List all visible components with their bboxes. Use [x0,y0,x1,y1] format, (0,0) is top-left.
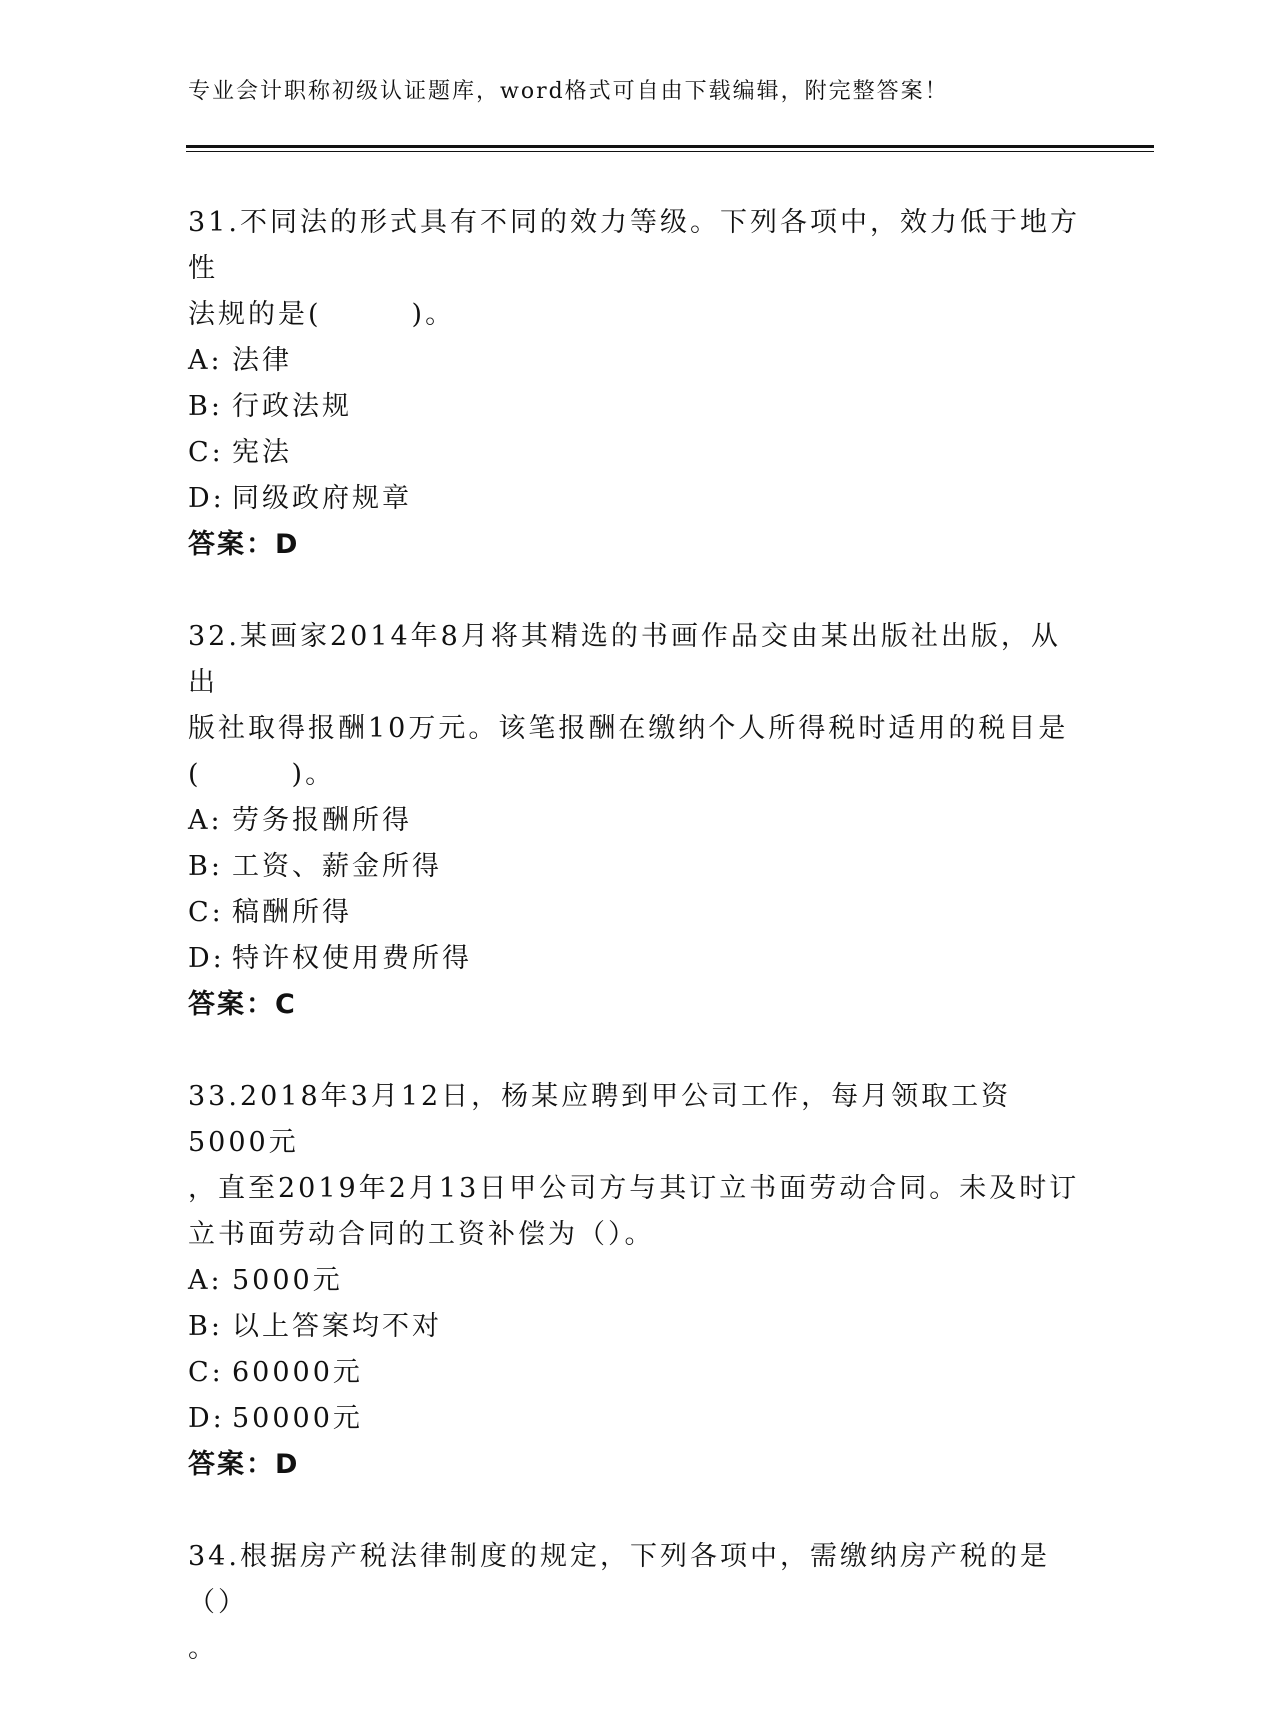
question-34 [188,1534,1088,1672]
option-letter: D: [188,483,225,514]
option-text: 以上答案均不对 [232,1311,442,1342]
question-31 [188,200,1088,568]
option-letter: D: [188,1403,225,1434]
option-letter: C: [188,897,224,928]
option-letter: A: [188,1265,223,1296]
option-letter: D: [188,943,225,974]
option-text: 稿酬所得 [232,897,352,928]
question-line: 立书面劳动合同的工资补偿为（）。 [188,1219,655,1250]
question-line: 34.根据房产税法律制度的规定，下列各项中，需缴纳房产税的是（） [188,1541,1050,1618]
question-33 [188,1074,1088,1488]
option-c [188,1350,1088,1396]
question-list [188,200,1088,1718]
question-line: 31.不同法的形式具有不同的效力等级。下列各项中，效力低于地方性 [188,207,1080,284]
option-b [188,384,1088,430]
option-text: 同级政府规章 [232,483,412,514]
option-d [188,476,1088,522]
answer-label: 答案：D [188,529,300,560]
option-letter: A: [188,805,223,836]
answer-label: 答案：C [188,989,297,1020]
option-text: 劳务报酬所得 [232,805,412,836]
option-a [188,338,1088,384]
option-d [188,936,1088,982]
header-rule-thin [186,151,1154,152]
option-text: 60000元 [232,1357,363,1388]
option-letter: C: [188,1357,224,1388]
answer-label: 答案：D [188,1449,300,1480]
question-line: 版社取得报酬10万元。该笔报酬在缴纳个人所得税时适用的税目是 [188,713,1069,744]
question-line: 法规的是( )。 [188,299,456,330]
option-text: 宪法 [232,437,292,468]
option-d [188,1396,1088,1442]
option-b [188,844,1088,890]
option-a [188,798,1088,844]
option-text: 行政法规 [232,391,352,422]
question-line: 。 [188,1633,218,1664]
option-c [188,430,1088,476]
option-b [188,1304,1088,1350]
option-text: 特许权使用费所得 [232,943,472,974]
option-a [188,1258,1088,1304]
option-c [188,890,1088,936]
question-32 [188,614,1088,1028]
option-letter: C: [188,437,224,468]
header-rule-thick [186,145,1154,148]
page-header: 专业会计职称初级认证题库，word格式可自由下载编辑，附完整答案！ [188,79,949,104]
question-line: 32.某画家2014年8月将其精选的书画作品交由某出版社出版，从出 [188,621,1061,698]
question-line: ( )。 [188,759,336,790]
option-text: 50000元 [232,1403,363,1434]
option-text: 法律 [232,345,292,376]
option-letter: B: [188,1311,223,1342]
option-text: 5000元 [232,1265,343,1296]
question-line: ，直至2019年2月13日甲公司方与其订立书面劳动合同。未及时订 [188,1173,1080,1204]
option-letter: A: [188,345,223,376]
question-line: 33.2018年3月12日，杨某应聘到甲公司工作，每月领取工资5000元 [188,1081,1012,1158]
option-letter: B: [188,391,223,422]
option-letter: B: [188,851,223,882]
option-text: 工资、薪金所得 [232,851,442,882]
